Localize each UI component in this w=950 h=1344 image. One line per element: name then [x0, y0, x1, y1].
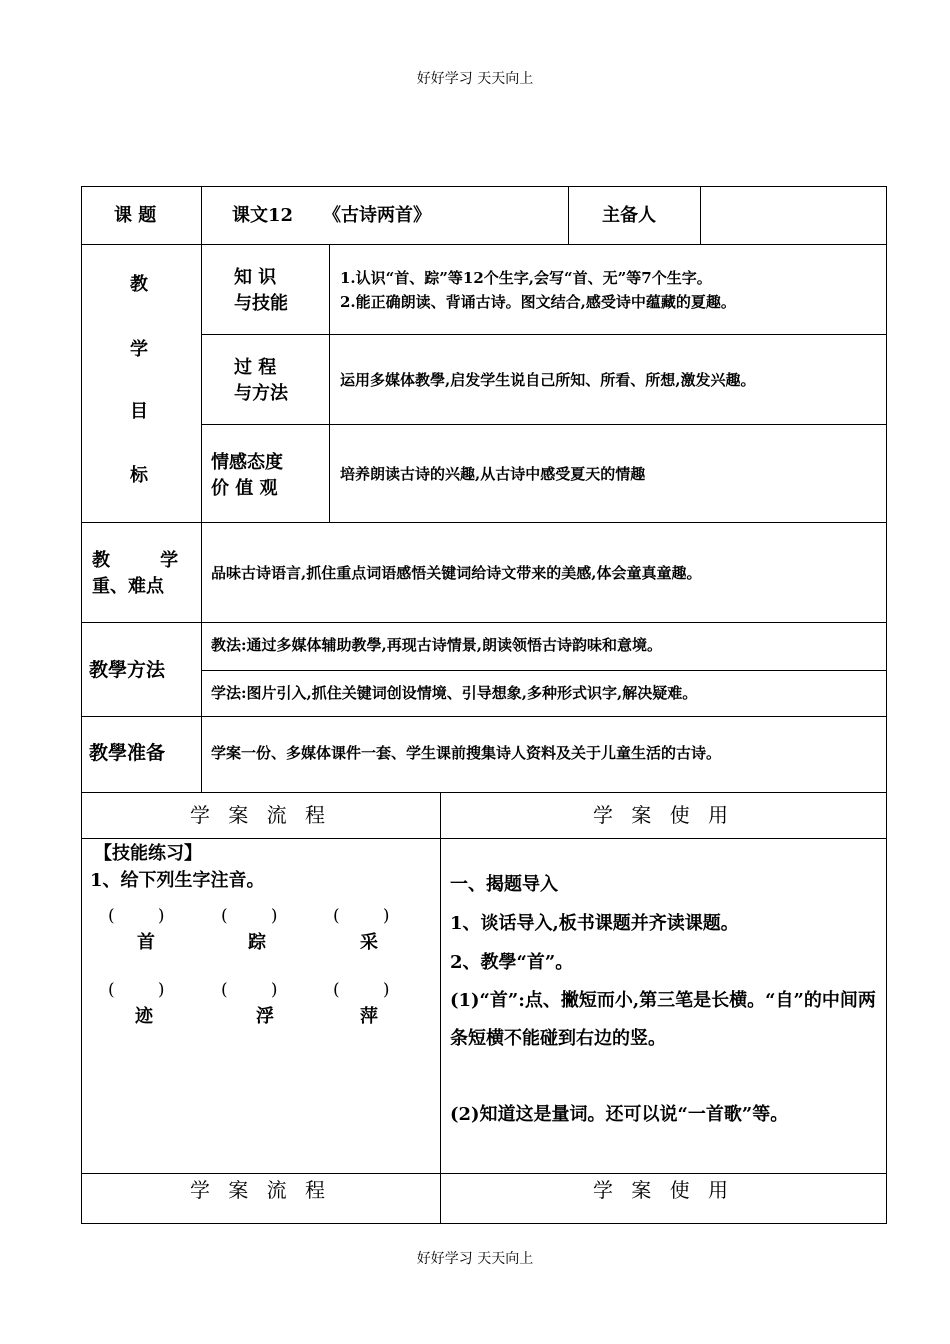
usage-note: (2)知道这是量词。还可以说“一首歌”等。: [450, 1104, 789, 1125]
lesson-number: 课文12: [232, 205, 294, 226]
flow-right-header: 学 案 使 用: [592, 803, 735, 827]
pinyin-blank: ( ): [333, 906, 390, 926]
pinyin-blank: ( ): [221, 906, 278, 926]
process-goal: 运用多媒体教學,启发学生说自己所知、所看、所想,激发兴趣。: [340, 371, 756, 389]
goals-label-char: 标: [130, 465, 148, 486]
vocab-char: 迹: [135, 1006, 153, 1027]
preparation-text: 学案一份、多媒体课件一套、学生课前搜集诗人资料及关于儿童生活的古诗。: [211, 744, 722, 762]
vocab-char: 采: [360, 932, 378, 953]
usage-step: 2、教學“首”。: [450, 952, 574, 973]
flow-left-header: 学 案 流 程: [189, 803, 332, 827]
key-points-label: 重、难点: [92, 576, 164, 597]
methods-label: 教學方法: [89, 659, 166, 681]
usage-note: (1)“首”:点、撇短而小,第三笔是长横。“自”的中间两条短横不能碰到右边的竖。: [450, 990, 876, 1049]
exercise-instruction: 1、给下列生字注音。: [90, 870, 265, 891]
page-header: 好好学习 天天向上: [416, 71, 534, 87]
usage-section-title: 一、揭题导入: [450, 874, 558, 895]
topic-label: 课 题: [114, 205, 157, 226]
teaching-method: 教法:通过多媒体辅助教學,再现古诗情景,朗读领悟古诗韵味和意境。: [211, 636, 662, 654]
row-divider: [201, 670, 887, 671]
col-divider: [568, 186, 569, 244]
col-divider: [329, 244, 330, 522]
flow-left-footer: 学 案 流 程: [189, 1178, 332, 1202]
emotion-goal: 培养朗读古诗的兴趣,从古诗中感受夏天的情趣: [340, 465, 646, 483]
process-label: 与方法: [234, 383, 288, 404]
goals-label-char: 教: [130, 274, 148, 295]
row-divider: [201, 424, 887, 425]
emotion-label: 情感态度: [211, 452, 283, 473]
knowledge-label: 知 识: [234, 267, 277, 288]
vocab-char: 踪: [248, 932, 266, 953]
goals-label-char: 目: [130, 401, 148, 422]
skill-practice-title: 【技能练习】: [94, 843, 202, 864]
flow-right-footer: 学 案 使 用: [592, 1178, 735, 1202]
page-footer: 好好学习 天天向上: [416, 1251, 534, 1267]
pinyin-blank: ( ): [108, 906, 165, 926]
col-divider: [440, 792, 441, 1224]
learning-method: 学法:图片引入,抓住关键词创设情境、引导想象,多种形式识字,解决疑难。: [211, 684, 698, 702]
knowledge-goal: 2.能正确朗读、背诵古诗。图文结合,感受诗中蕴藏的夏趣。: [340, 293, 736, 311]
pinyin-blank: ( ): [333, 980, 390, 1000]
col-divider: [201, 186, 202, 792]
row-divider: [81, 792, 887, 793]
col-divider: [700, 186, 701, 244]
vocab-char: 浮: [256, 1006, 274, 1027]
pinyin-blank: ( ): [221, 980, 278, 1000]
row-divider: [81, 838, 887, 839]
vocab-char: 首: [137, 932, 155, 953]
row-divider: [81, 1173, 887, 1174]
preparation-label: 教學准备: [89, 742, 166, 764]
knowledge-label: 与技能: [234, 293, 288, 314]
emotion-label: 价 值 观: [211, 478, 278, 499]
vocab-char: 萍: [360, 1006, 378, 1027]
goals-label-char: 学: [130, 339, 148, 360]
process-label: 过 程: [234, 357, 277, 378]
preparer-label: 主备人: [602, 205, 656, 226]
lesson-title: 《古诗两首》: [323, 205, 431, 226]
knowledge-goal: 1.认识“首、踪”等12个生字,会写“首、无”等7个生字。: [340, 269, 712, 287]
pinyin-blank: ( ): [108, 980, 165, 1000]
usage-step: 1、谈话导入,板书课题并齐读课题。: [450, 913, 739, 934]
row-divider: [201, 334, 887, 335]
key-points-text: 品味古诗语言,抓住重点词语感悟关键词给诗文带来的美感,体会童真童趣。: [211, 564, 702, 582]
key-points-label: 教 学: [92, 550, 179, 571]
